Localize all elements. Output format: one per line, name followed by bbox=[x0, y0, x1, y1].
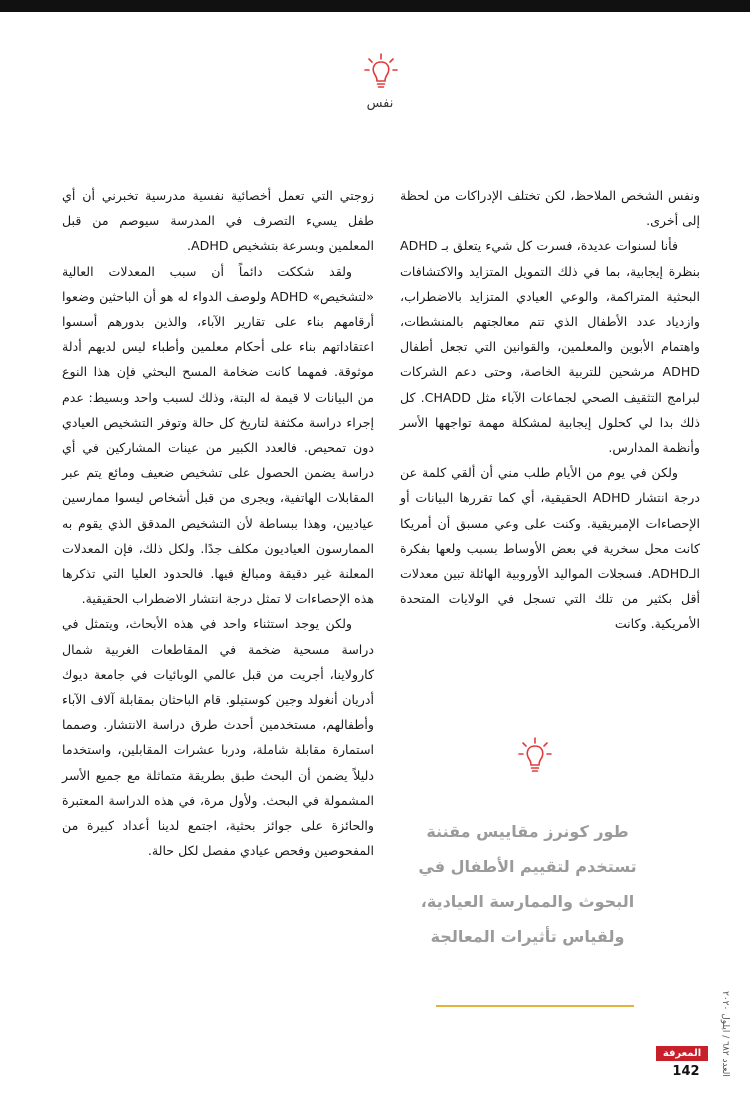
pull-quote-line: ولقياس تأثيرات المعالجة bbox=[430, 927, 625, 946]
top-bar bbox=[0, 0, 750, 12]
paragraph: فأنا لسنوات عديدة، فسرت كل شيء يتعلق بـ ADHD بنظرة إيجابية، بما في ذلك التمويل المتزايد والاكتشافات البحثية المتراكمة، والوعي العيادي المتزايد بالاضطراب، وازدياد عدد الأطفال الذي تتم معالجتهم بالمنشطات، واهتمام الأبوين والمعلمين، والقوانين التي تجعل أطفال ADHD مرشحين للتربية الخاصة، وحتى دعم الشركات لبرامج التثقيف الصحي لجماعات الآباء مثل CHADD. كل ذلك بدا لي كحلول إيجابية لمشكلة مهمة تواجهها الأسر وأنظمة المدارس. bbox=[400, 238, 701, 456]
right-column bbox=[400, 183, 700, 637]
paragraph: زوجتي التي تعمل أخصائية نفسية مدرسية تخبرني أن أي طفل يسيء التصرف في المدرسة سيوصم من قبل المعلمين وبسرعة بتشخيص ADHD. bbox=[62, 188, 374, 254]
lightbulb-icon bbox=[516, 736, 554, 776]
pull-quote-line: طور كونرز مقاييس مقننة bbox=[426, 822, 629, 841]
paragraph: ونفس الشخص الملاحظ، لكن تختلف الإدراكات من لحظة إلى أخرى. bbox=[400, 188, 700, 229]
paragraph: ولكن يوجد استثناء واحد في هذه الأبحاث، ويتمثل في دراسة مسحية ضخمة في المقاطعات الغربية شمال كارولاينا، أجريت من قبل عالمي الوبائيات في جامعة ديوك أدريان أنغولد وجين كوستيلو. قام الباحثان بمقابلة آلاف الآباء وأطفالهم، مستخدمين أحدث طرق دراسة الانتشار. وصمما استمارة مقابلة شاملة، ودربا عشرات المقابلين، واستخدما دليلاً يضمن أن البحث طبق بطريقة متماثلة مع جميع الأسر المشمولة في البحث. ولأول مرة، في هذه الدراسة المعتبرة والحائزة على جوائز بحثية، اجتمع لدينا أعداد كبيرة من المفحوصين وفحص عيادي مفصل لكل حالة. bbox=[62, 616, 374, 859]
paragraph: ولكن في يوم من الأيام طلب مني أن ألقي كلمة عن درجة انتشار ADHD الحقيقية، أي كما تقررها البيانات أو الإحصاءات الإمبريقية. وكنت على وعي مسبق أن أمريكا كانت محل سخرية في بعض الأوساط بسبب ولعها بفكرة الـADHD. فسجلات المواليد الأوروبية الهائلة تبين معدلات أقل بكثير من تلك التي تسجل في الولايات المتحدة الأمريكية. وكانت bbox=[400, 465, 700, 632]
pull-quote bbox=[415, 814, 640, 954]
page-number: 142 bbox=[672, 1064, 700, 1079]
divider bbox=[436, 1005, 634, 1007]
paragraph: ولقد شككت دائماً أن سبب المعدلات العالية «لتشخيص» ADHD ولوصف الدواء له هو أن الباحثين وضعوا أرقامهم بناء على تقارير الآباء، والذين بدورهم أسسوا اعتقاداتهم بناء على أحكام معلمين وأطباء ليس لديهم أدلة موثوقة. فمهما كانت ضخامة المسح البحثي فإن هذا النوع من البيانات لا قيمة له البتة، وذلك لسبب واحد وبسيط: عدم إجراء دراسة مكثفة لتاريخ كل حالة وتوفر التشخيص العيادي دون تمحيص. فالعدد الكبير من عينات المشاركين في أي دراسة يضمن الحصول على تشخيص ضعيف ومائع يتم عبر المقابلات الهاتفية، ويجرى من قبل أشخاص ليسوا ممارسين عياديين، وهذا ببساطة لأن التشخيص المدقق الذي يقوم به الممارسون العياديون مكلف جدًا. ولكل ذلك، فإن المعدلات المعلنة غير دقيقة ومبالغ فيها. فالحدود العليا التي تذكرها هذه الإحصاءات لا تمثل درجة انتشار الاضطراب الحقيقية. bbox=[62, 263, 374, 607]
lightbulb-icon bbox=[363, 52, 399, 92]
magazine-logo: المعرفة bbox=[656, 1046, 708, 1061]
issue-note: العدد ٦٨٢ / أيلول ٢٠٢٠ bbox=[720, 991, 730, 1077]
pull-quote-line: تستخدم لتقييم الأطفال في bbox=[418, 857, 637, 876]
pull-quote-line: البحوث والممارسة العيادية، bbox=[420, 892, 635, 911]
left-column bbox=[62, 183, 374, 863]
section-label: نفس bbox=[366, 96, 394, 111]
